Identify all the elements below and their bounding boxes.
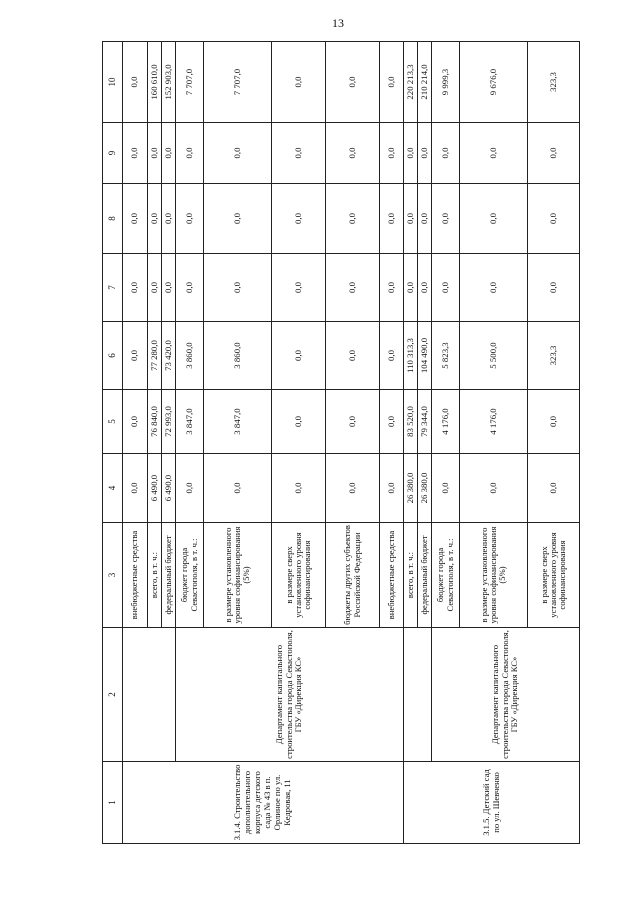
value-cell: 0,0: [123, 123, 148, 184]
col-header-3: 3: [103, 523, 123, 628]
value-cell: 0,0: [418, 123, 432, 184]
value-cell: 0,0: [326, 454, 380, 523]
value-cell: 0,0: [380, 184, 404, 254]
category-cell: в размере установленного уровня софинансирования (5%): [204, 523, 272, 628]
value-cell: 3 860,0: [204, 322, 272, 390]
value-cell: 0,0: [162, 254, 176, 322]
value-cell: 0,0: [528, 454, 580, 523]
value-cell: 0,0: [162, 184, 176, 254]
category-cell: федеральный бюджет: [418, 523, 432, 628]
value-cell: 0,0: [204, 123, 272, 184]
value-cell: 26 380,0: [404, 454, 418, 523]
category-cell: в размере установленного уровня софинансирования (5%): [460, 523, 528, 628]
value-cell: 4 176,0: [432, 390, 460, 454]
value-cell: 6 490,0: [162, 454, 176, 523]
value-cell: 0,0: [123, 184, 148, 254]
value-cell: 0,0: [176, 123, 204, 184]
value-cell: 7 707,0: [176, 42, 204, 123]
responsible-315: Департамент капитального строительства города Севастополя, ГБУ «Дирекция КС»: [432, 628, 580, 762]
responsible-314: Департамент капитального строительства города Севастополя, ГБУ «Дирекция КС»: [176, 628, 404, 762]
category-cell: внебюджетные средства: [123, 523, 148, 628]
col-header-6: 6: [103, 322, 123, 390]
value-cell: 0,0: [528, 123, 580, 184]
budget-table: [102, 41, 580, 844]
value-cell: 0,0: [123, 42, 148, 123]
category-cell: федеральный бюджет: [162, 523, 176, 628]
value-cell: 0,0: [380, 390, 404, 454]
value-cell: 0,0: [176, 454, 204, 523]
value-cell: 0,0: [123, 390, 148, 454]
value-cell: 0,0: [380, 454, 404, 523]
value-cell: 0,0: [148, 254, 162, 322]
value-cell: 0,0: [432, 184, 460, 254]
col-header-4: 4: [103, 454, 123, 523]
value-cell: 0,0: [326, 184, 380, 254]
col-header-5: 5: [103, 390, 123, 454]
category-cell: в размере сверх установленного уровня софинансирования: [528, 523, 580, 628]
value-cell: 0,0: [528, 184, 580, 254]
table-row: [432, 42, 460, 844]
value-cell: 0,0: [272, 184, 326, 254]
value-cell: 0,0: [272, 454, 326, 523]
value-cell: 7 707,0: [204, 42, 272, 123]
value-cell: 0,0: [204, 254, 272, 322]
category-cell: бюджет города Севастополя, в т. ч.:: [432, 523, 460, 628]
value-cell: 9 676,0: [460, 42, 528, 123]
page-number: 13: [332, 16, 344, 30]
value-cell: 72 993,0: [162, 390, 176, 454]
value-cell: 0,0: [123, 254, 148, 322]
value-cell: 0,0: [460, 454, 528, 523]
col-header-9: 9: [103, 123, 123, 184]
value-cell: 0,0: [326, 322, 380, 390]
value-cell: 0,0: [148, 184, 162, 254]
responsible-blank-314: [123, 628, 176, 762]
value-cell: 83 520,0: [404, 390, 418, 454]
value-cell: 152 903,0: [162, 42, 176, 123]
value-cell: 6 490,0: [148, 454, 162, 523]
value-cell: 0,0: [432, 254, 460, 322]
value-cell: 0,0: [326, 123, 380, 184]
value-cell: 0,0: [204, 184, 272, 254]
value-cell: 0,0: [418, 254, 432, 322]
col-header-10: 10: [103, 42, 123, 123]
value-cell: 76 840,0: [148, 390, 162, 454]
object-name-315: 3.1.5. Детский сад по ул. Шевченко: [404, 762, 580, 844]
value-cell: 26 380,0: [418, 454, 432, 523]
value-cell: 9 999,3: [432, 42, 460, 123]
value-cell: 0,0: [176, 254, 204, 322]
value-cell: 79 344,0: [418, 390, 432, 454]
col-header-1: 1: [103, 762, 123, 844]
value-cell: 0,0: [326, 42, 380, 123]
value-cell: 0,0: [432, 454, 460, 523]
value-cell: 0,0: [380, 123, 404, 184]
object-name-314: 3.1.4. Строительство дополнительного корпуса детского сада № 43 в п. Орлиное по ул. Кедровая, 11: [123, 762, 404, 844]
value-cell: 0,0: [404, 254, 418, 322]
header-row: [103, 42, 123, 844]
value-cell: 0,0: [272, 322, 326, 390]
value-cell: 5 500,0: [460, 322, 528, 390]
col-header-8: 8: [103, 184, 123, 254]
category-cell: в размере сверх установленного уровня софинансирования: [272, 523, 326, 628]
value-cell: 160 610,0: [148, 42, 162, 123]
category-cell: всего, в т. ч.:: [404, 523, 418, 628]
value-cell: 0,0: [460, 123, 528, 184]
value-cell: 0,0: [162, 123, 176, 184]
value-cell: 4 176,0: [460, 390, 528, 454]
budget-table-rotated: [102, 42, 568, 844]
value-cell: 0,0: [272, 123, 326, 184]
value-cell: 5 823,3: [432, 322, 460, 390]
value-cell: 210 214,0: [418, 42, 432, 123]
value-cell: 0,0: [204, 454, 272, 523]
value-cell: 77 280,0: [148, 322, 162, 390]
value-cell: 0,0: [460, 184, 528, 254]
responsible-blank-315: [404, 628, 432, 762]
value-cell: 0,0: [326, 254, 380, 322]
value-cell: 0,0: [380, 42, 404, 123]
value-cell: 0,0: [148, 123, 162, 184]
value-cell: 220 213,3: [404, 42, 418, 123]
value-cell: 110 313,3: [404, 322, 418, 390]
value-cell: 3 860,0: [176, 322, 204, 390]
value-cell: 104 490,0: [418, 322, 432, 390]
value-cell: 0,0: [380, 322, 404, 390]
value-cell: 0,0: [176, 184, 204, 254]
value-cell: 3 847,0: [176, 390, 204, 454]
value-cell: 0,0: [123, 454, 148, 523]
table-row: [404, 42, 418, 844]
value-cell: 73 420,0: [162, 322, 176, 390]
table-row: [123, 42, 148, 844]
category-cell: всего, в т. ч.:: [148, 523, 162, 628]
value-cell: 0,0: [404, 184, 418, 254]
value-cell: 0,0: [404, 123, 418, 184]
value-cell: 323,3: [528, 42, 580, 123]
col-header-7: 7: [103, 254, 123, 322]
value-cell: 0,0: [460, 254, 528, 322]
value-cell: 323,3: [528, 322, 580, 390]
value-cell: 0,0: [528, 390, 580, 454]
value-cell: 0,0: [432, 123, 460, 184]
value-cell: 0,0: [326, 390, 380, 454]
category-cell: бюджет города Севастополя, в т. ч.:: [176, 523, 204, 628]
table-row: [176, 42, 204, 844]
value-cell: 0,0: [418, 184, 432, 254]
value-cell: 3 847,0: [204, 390, 272, 454]
category-cell: внебюджетные средства: [380, 523, 404, 628]
col-header-2: 2: [103, 628, 123, 762]
value-cell: 0,0: [272, 254, 326, 322]
value-cell: 0,0: [528, 254, 580, 322]
category-cell: бюджеты других субъектов Российской Федерации: [326, 523, 380, 628]
value-cell: 0,0: [123, 322, 148, 390]
value-cell: 0,0: [272, 42, 326, 123]
value-cell: 0,0: [272, 390, 326, 454]
value-cell: 0,0: [380, 254, 404, 322]
